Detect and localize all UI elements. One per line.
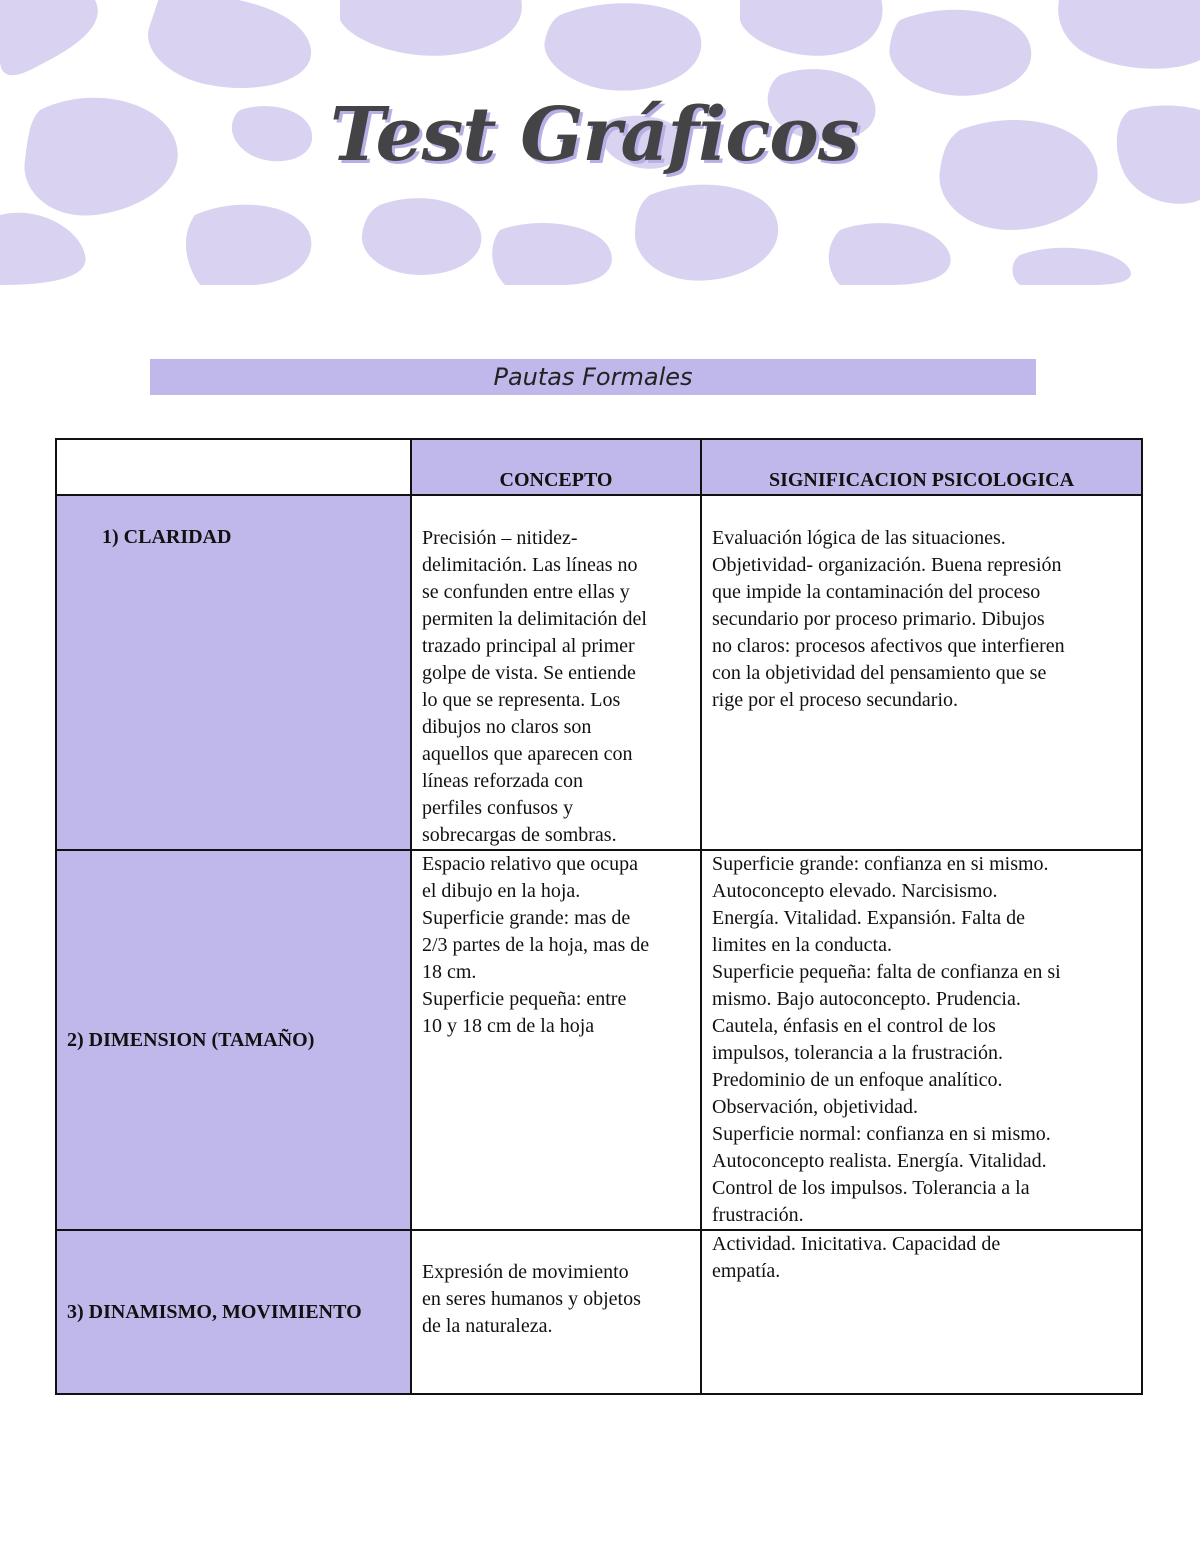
text-line: se confunden entre ellas y xyxy=(422,581,630,603)
header-cell-concepto: CONCEPTO xyxy=(411,439,701,495)
text-line: sobrecargas de sombras. xyxy=(422,824,617,846)
text-line: lo que se representa. Los xyxy=(422,689,621,711)
text-line: Precisión – nitidez- xyxy=(422,527,578,549)
significacion-cell xyxy=(701,1230,1142,1394)
significacion-cell xyxy=(701,495,1142,850)
table-row xyxy=(56,850,1142,1230)
pautas-table xyxy=(55,438,1143,1395)
text-line: limites en la conducta. xyxy=(712,934,892,956)
text-line: Expresión de movimiento xyxy=(422,1261,629,1283)
text-line: el dibujo en la hoja. xyxy=(422,880,581,902)
text-line: Evaluación lógica de las situaciones. xyxy=(712,527,1006,549)
text-line: Actividad. Inicitativa. Capacidad de xyxy=(712,1233,1001,1255)
text-line: Observación, objetividad. xyxy=(712,1096,919,1118)
text-line: no claros: procesos afectivos que interfieren xyxy=(712,635,1065,657)
row-label: 3) DINAMISMO, MOVIMIENTO xyxy=(56,1230,411,1394)
table-header-row xyxy=(56,439,1142,495)
text-line: Superficie pequeña: falta de confianza en si xyxy=(712,961,1061,983)
text-line: con la objetividad del pensamiento que se xyxy=(712,662,1047,684)
text-line: Predominio de un enfoque analítico. xyxy=(712,1069,1003,1091)
header-banner xyxy=(0,0,1200,285)
text-line: trazado principal al primer xyxy=(422,635,635,657)
significacion-cell xyxy=(701,850,1142,1230)
row-label: 2) DIMENSION (TAMAÑO) xyxy=(56,850,411,1230)
text-line: golpe de vista. Se entiende xyxy=(422,662,636,684)
text-line: Superficie grande: confianza en si mismo. xyxy=(712,853,1049,875)
text-line: dibujos no claros son xyxy=(422,716,592,738)
text-line: 18 cm. xyxy=(422,961,477,983)
text-line: impulsos, tolerancia a la frustración. xyxy=(712,1042,1004,1064)
concepto-cell xyxy=(411,495,701,850)
text-line: rige por el proceso secundario. xyxy=(712,689,959,711)
text-line: empatía. xyxy=(712,1260,781,1282)
text-line: líneas reforzada con xyxy=(422,770,584,792)
text-line: Autoconcepto elevado. Narcisismo. xyxy=(712,880,998,902)
text-line: mismo. Bajo autoconcepto. Prudencia. xyxy=(712,988,1021,1010)
header-cell-significacion: SIGNIFICACION PSICOLOGICA xyxy=(701,439,1142,495)
header-cell-empty xyxy=(56,439,411,495)
text-line: Superficie grande: mas de xyxy=(422,907,631,929)
text-line: perfiles confusos y xyxy=(422,797,574,819)
table-row xyxy=(56,495,1142,850)
concepto-cell xyxy=(411,850,701,1230)
page-title: Test Gráficos xyxy=(330,92,859,178)
concepto-cell xyxy=(411,1230,701,1394)
text-line: Control de los impulsos. Tolerancia a la xyxy=(712,1177,1030,1199)
text-line: permiten la delimitación del xyxy=(422,608,647,630)
section-title-bar xyxy=(150,359,1036,395)
text-line: Objetividad- organización. Buena represión xyxy=(712,554,1062,576)
text-line: aquellos que aparecen con xyxy=(422,743,633,765)
table-row xyxy=(56,1230,1142,1394)
text-line: Autoconcepto realista. Energía. Vitalidad. xyxy=(712,1150,1047,1172)
text-line: Superficie pequeña: entre xyxy=(422,988,627,1010)
text-line: frustración. xyxy=(712,1204,804,1226)
text-line: 2/3 partes de la hoja, mas de xyxy=(422,934,650,956)
text-line: Cautela, énfasis en el control de los xyxy=(712,1015,996,1037)
text-line: delimitación. Las líneas no xyxy=(422,554,638,576)
text-line: en seres humanos y objetos xyxy=(422,1288,641,1310)
text-line: 10 y 18 cm de la hoja xyxy=(422,1015,595,1037)
row-label: 1) CLARIDAD xyxy=(56,495,411,850)
text-line: Superficie normal: confianza en si mismo. xyxy=(712,1123,1051,1145)
text-line: secundario por proceso primario. Dibujos xyxy=(712,608,1045,630)
section-title: Pautas Formales xyxy=(493,363,693,391)
text-line: Espacio relativo que ocupa xyxy=(422,853,639,875)
text-line: de la naturaleza. xyxy=(422,1315,553,1337)
text-line: que impide la contaminación del proceso xyxy=(712,581,1041,603)
text-line: Energía. Vitalidad. Expansión. Falta de xyxy=(712,907,1025,929)
